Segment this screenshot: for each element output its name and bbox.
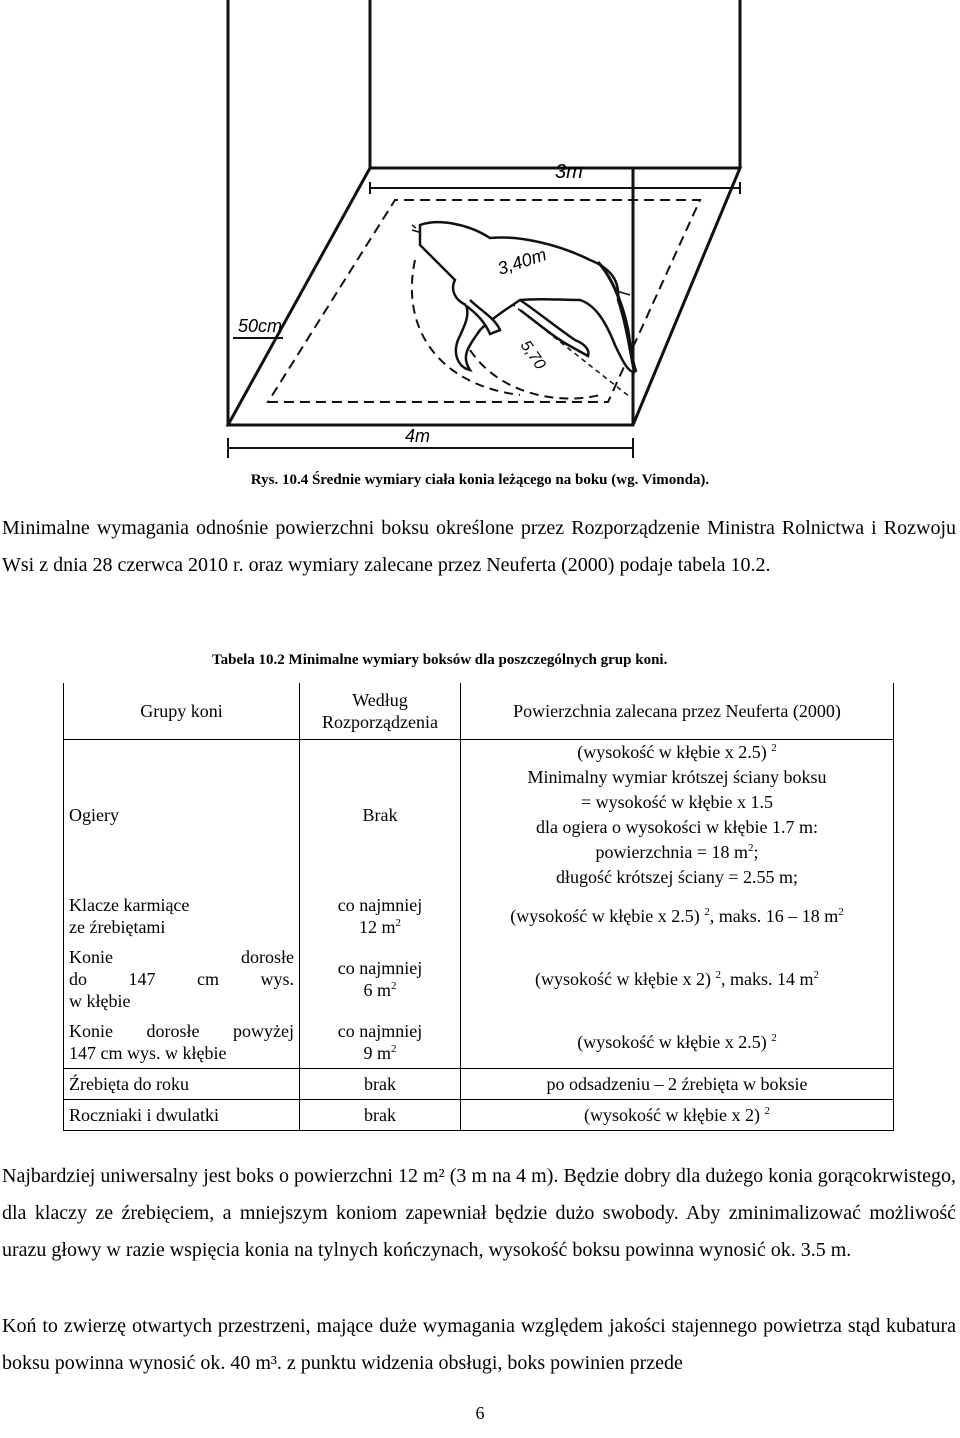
cell-neufert: (wysokość w kłębie x 2.5) $^2$: [461, 1016, 894, 1069]
cell-neufert: (wysokość w kłębie x 2.5) $^2$ Minimalny wymiar krótszej ściany boksu = wysokość w kłębie x 1.5 dla ogiera o wysokości w kłębie 1.7 m: powierzchnia = 18 $m^2$; długość krótszej ściany = 2.55 m;: [461, 740, 894, 891]
cell-regulation: co najmniej 12 $m^2$: [300, 890, 461, 942]
dim-length-label: 4m: [405, 426, 431, 446]
paragraph-ventilation: Koń to zwierzę otwartych przestrzeni, mające duże wymagania względem jakości stajennego powietrza stąd kubatura boksu powinna wynosić ok. 40 m³. z punktu widzenia obsługi, boks powinien przede: [2, 1315, 956, 1374]
page-number: 6: [475, 1403, 485, 1423]
intro-paragraph: Minimalne wymagania odnośnie powierzchni boksu określone przez Rozporządzenie Ministra Rolnictwa i Rozwoju Wsi z dnia 28 czerwca 2010 r. oraz wymiary zalecane przez Neuferta (2000) podaje tabela 10.2.: [2, 517, 956, 576]
cell-neufert: (wysokość w kłębie x 2) $^2$: [461, 1100, 894, 1131]
header-groups: Grupy koni: [64, 683, 300, 740]
dim-width-label: 3m: [555, 161, 583, 183]
cell-regulation: brak: [300, 1069, 461, 1100]
cell-regulation: brak: [300, 1100, 461, 1131]
dim-total-label: 5,70: [516, 337, 549, 373]
paragraph-box-size: Najbardziej uniwersalny jest boks o powierzchni 12 m² (3 m na 4 m). Będzie dobry dla dużego konia gorącokrwistego, dla klaczy ze źrebięciem, a mniejszym koniom zapewniał będzie dużo swobody. Aby zminimalizować możliwość urazu głowy w razie wspięcia konia na tylnych kończynach, wysokość boksu powinna wynosić ok. 3.5 m.: [2, 1165, 956, 1261]
cell-group: Roczniaki i dwulatki: [64, 1100, 300, 1131]
cell-regulation: Brak: [300, 740, 461, 891]
cell-group: Konie dorosłe powyżej 147 cm wys. w kłębie: [64, 1016, 300, 1069]
horse-box-figure: [0, 0, 960, 470]
table-row: [64, 942, 894, 1016]
cell-group: Ogiery: [64, 740, 300, 891]
table-row: [64, 890, 894, 942]
dim-margin-label: 50cm: [238, 316, 283, 336]
header-regulation: Według Rozporządzenia: [300, 683, 461, 740]
cell-neufert: (wysokość w kłębie x 2.5) $^2$, maks. 16 – 18 $m^2$: [461, 890, 894, 942]
box-dimensions-table: [63, 683, 894, 1131]
table-caption: Tabela 10.2 Minimalne wymiary boksów dla poszczególnych grup koni.: [212, 652, 668, 668]
header-neufert: Powierzchnia zalecana przez Neuferta (2000): [461, 683, 894, 740]
table-row: [64, 740, 894, 891]
table-row: [64, 1100, 894, 1131]
cell-group: Klacze karmiące ze źrebiętami: [64, 890, 300, 942]
cell-regulation: co najmniej 6 $m^2$: [300, 942, 461, 1016]
cell-neufert: (wysokość w kłębie x 2) $^2$, maks. 14 $m^2$: [461, 942, 894, 1016]
table-row: [64, 1016, 894, 1069]
figure-caption: Rys. 10.4 Średnie wymiary ciała konia leżącego na boku (wg. Vimonda).: [250, 472, 710, 488]
cell-regulation: co najmniej 9 $m^2$: [300, 1016, 461, 1069]
cell-group: Konie dorosłe do 147 cm wys. w kłębie: [64, 942, 300, 1016]
cell-group: Źrebięta do roku: [64, 1069, 300, 1100]
table-row: [64, 1069, 894, 1100]
table-header-row: [64, 683, 894, 740]
dim-body-label: 3,40m: [495, 244, 549, 279]
cell-neufert: po odsadzeniu – 2 źrebięta w boksie: [461, 1069, 894, 1100]
